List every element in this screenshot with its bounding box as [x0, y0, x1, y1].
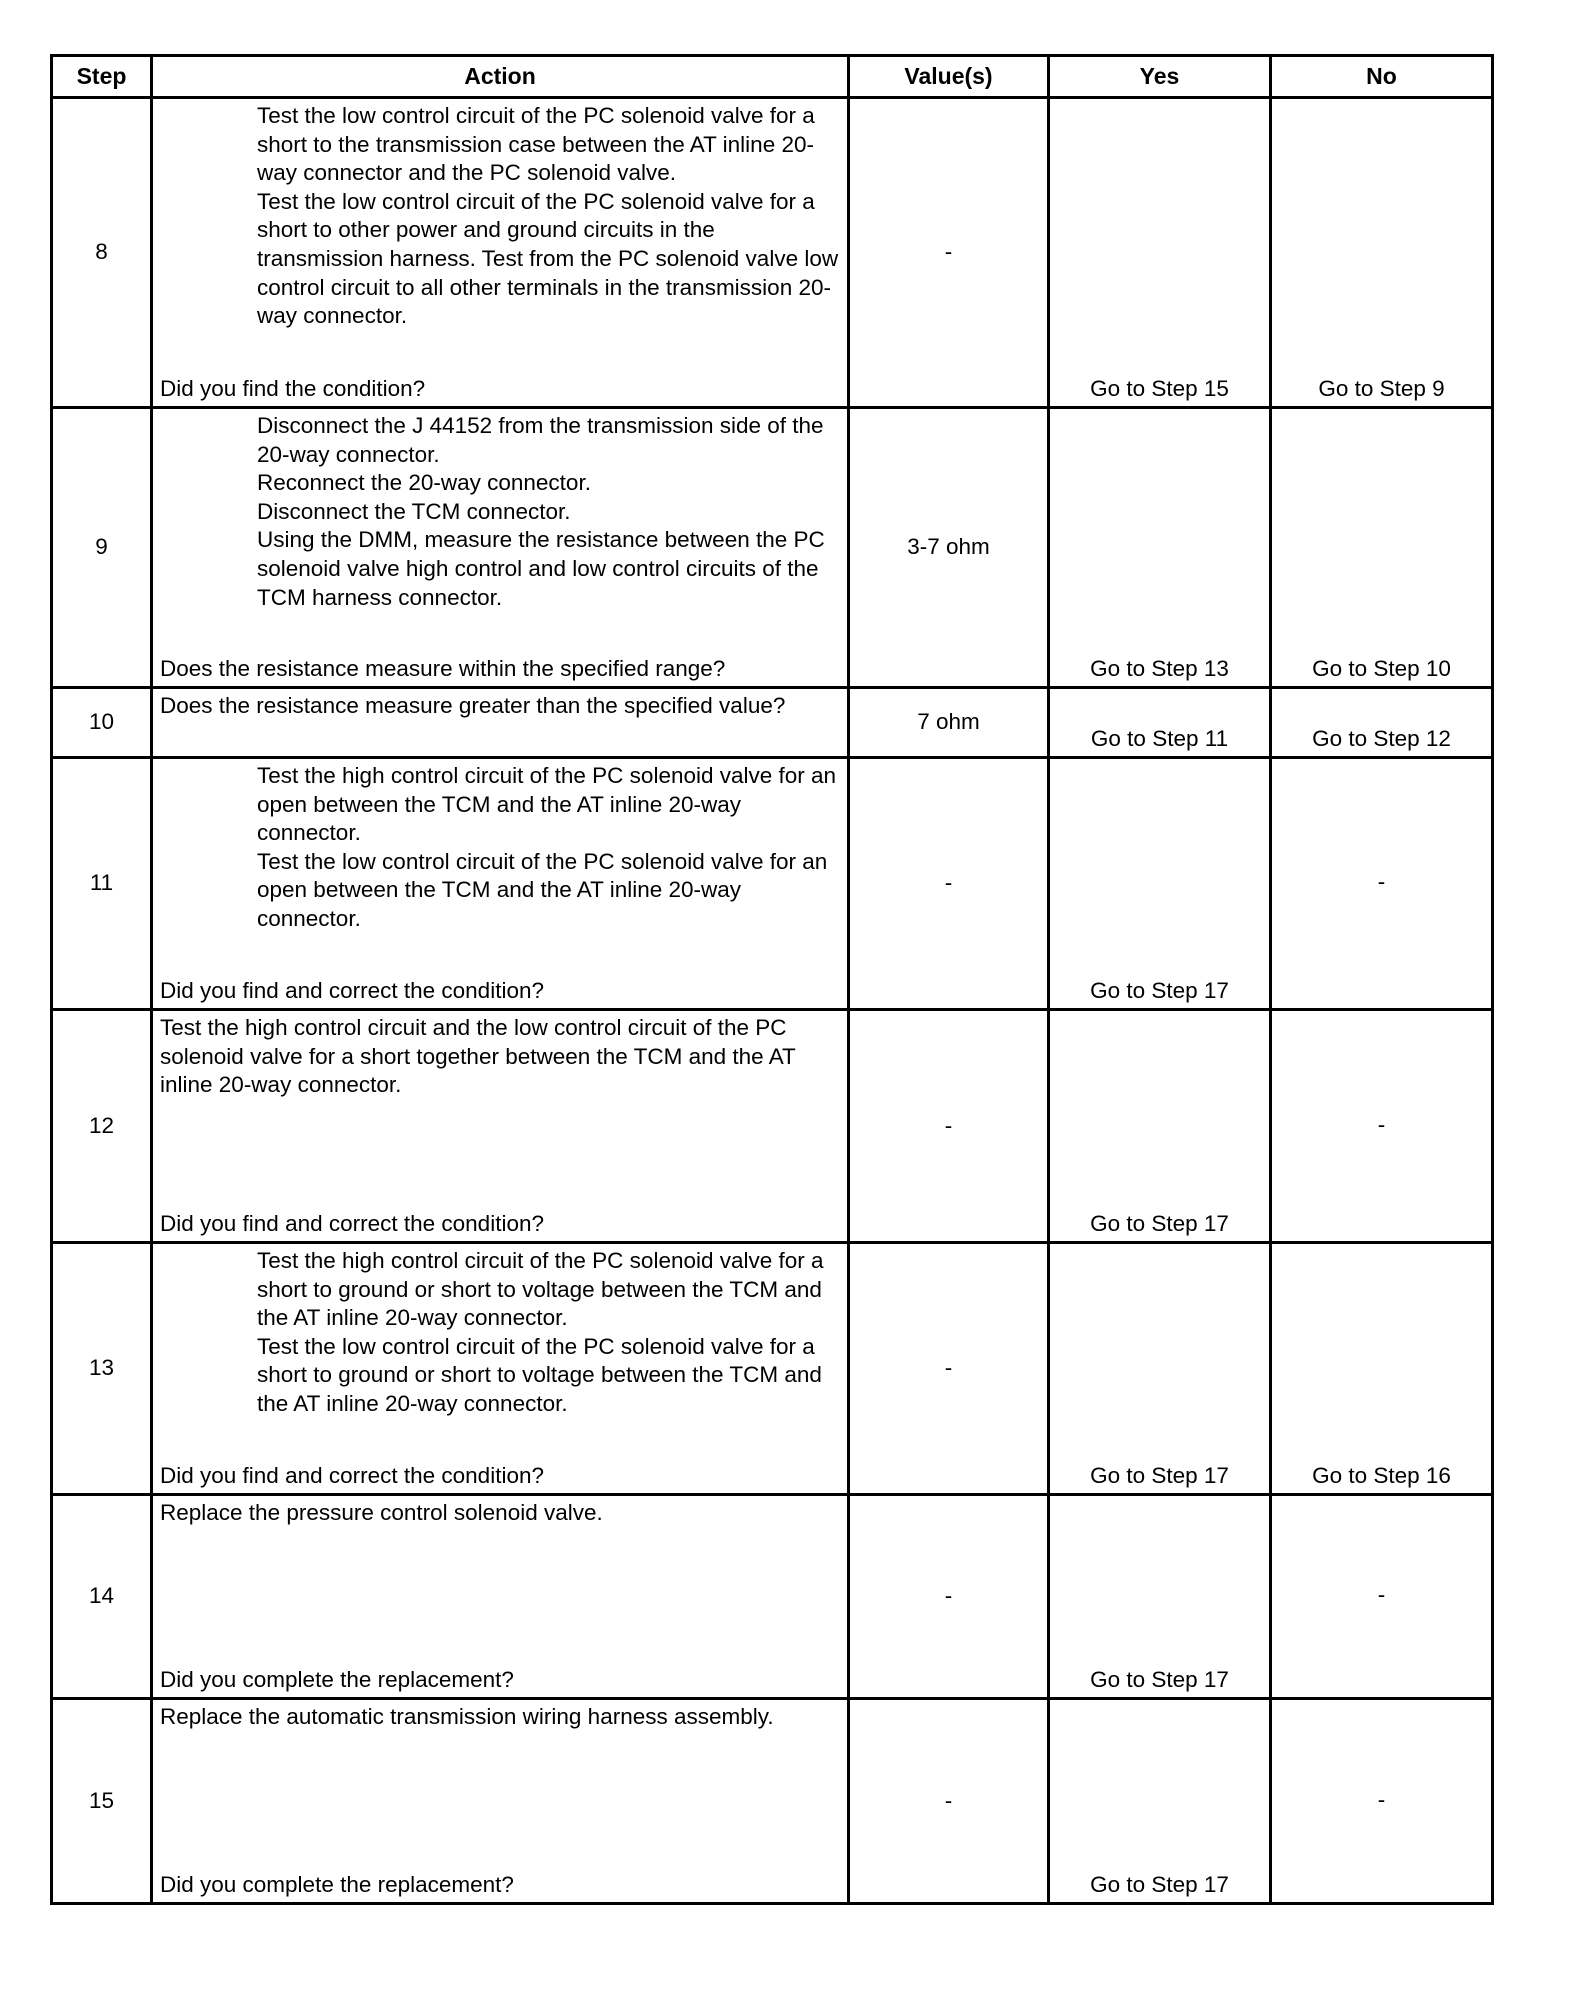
table-row: [52, 1495, 1493, 1699]
value-cell: 3-7 ohm: [849, 408, 1049, 688]
step-number: 11: [52, 758, 152, 1010]
header-yes: Yes: [1049, 56, 1271, 98]
action-steps: [153, 759, 847, 934]
action-line: Test the high control circuit of the PC solenoid valve for an open between the TCM and the AT inline 20-way connector.: [257, 763, 837, 846]
value-cell: -: [849, 1699, 1049, 1904]
action-line: Disconnect the J 44152 from the transmission side of the 20-way connector.: [257, 413, 824, 467]
header-no: No: [1271, 56, 1493, 98]
step-number: 9: [52, 408, 152, 688]
table-row: [52, 98, 1493, 408]
action-question: Did you complete the replacement?: [160, 1872, 514, 1898]
table-row: [52, 408, 1493, 688]
action-question: Does the resistance measure within the specified range?: [160, 656, 726, 682]
value-cell: -: [849, 758, 1049, 1010]
step-number: 14: [52, 1495, 152, 1699]
action-cell: [152, 98, 849, 408]
yes-cell: Go to Step 17: [1049, 1243, 1271, 1495]
action-cell: [152, 688, 849, 758]
step-number: 15: [52, 1699, 152, 1904]
diagnostic-table: [50, 54, 1494, 1905]
action-cell: [152, 1010, 849, 1243]
action-line: Using the DMM, measure the resistance between the PC solenoid valve high control and low control circuits of the TCM harness connector.: [257, 527, 825, 610]
action-cell: [152, 1243, 849, 1495]
action-text: Test the high control circuit and the low control circuit of the PC solenoid valve for a short together between the TCM and the AT inline 20-way connector.: [160, 1015, 796, 1098]
yes-cell: Go to Step 17: [1049, 758, 1271, 1010]
header-row: [52, 56, 1493, 98]
yes-cell: Go to Step 13: [1049, 408, 1271, 688]
no-cell: Go to Step 10: [1271, 408, 1493, 688]
action-cell: [152, 1699, 849, 1904]
step-number: 10: [52, 688, 152, 758]
yes-cell: Go to Step 15: [1049, 98, 1271, 408]
action-text: Does the resistance measure greater than the specified value?: [160, 693, 786, 718]
action-line: Reconnect the 20-way connector.: [257, 470, 591, 496]
value-cell: 7 ohm: [849, 688, 1049, 758]
action-line: Test the low control circuit of the PC solenoid valve for a short to the transmission case between the AT inline 20-way connector and the PC solenoid valve.: [257, 103, 815, 186]
header-values: Value(s): [849, 56, 1049, 98]
action-line: Disconnect the TCM connector.: [257, 498, 571, 524]
header-step: Step: [52, 56, 152, 98]
table-row: [52, 1699, 1493, 1904]
no-cell: -: [1271, 1495, 1493, 1699]
table-row: [52, 758, 1493, 1010]
no-cell: -: [1271, 1699, 1493, 1904]
no-cell: -: [1271, 758, 1493, 1010]
step-number: 12: [52, 1010, 152, 1243]
action-steps: [153, 409, 847, 612]
yes-cell: Go to Step 11: [1049, 688, 1271, 758]
action-line: Test the high control circuit of the PC solenoid valve for a short to ground or short to voltage between the TCM and the AT inline 20-way connector.: [257, 1248, 824, 1331]
value-cell: -: [849, 1010, 1049, 1243]
step-number: 13: [52, 1243, 152, 1495]
table-row: [52, 1243, 1493, 1495]
action-line: Test the low control circuit of the PC solenoid valve for a short to other power and ground circuits in the transmission harness. Test from the PC solenoid valve low control circuit to all other terminals in the transmission 20-way connector.: [257, 188, 839, 329]
action-question: Did you find and correct the condition?: [160, 1211, 544, 1237]
yes-cell: Go to Step 17: [1049, 1699, 1271, 1904]
yes-cell: Go to Step 17: [1049, 1495, 1271, 1699]
action-cell: [152, 758, 849, 1010]
yes-cell: Go to Step 17: [1049, 1010, 1271, 1243]
no-cell: Go to Step 12: [1271, 688, 1493, 758]
no-cell: Go to Step 9: [1271, 98, 1493, 408]
action-line: Test the low control circuit of the PC solenoid valve for an open between the TCM and the AT inline 20-way connector.: [257, 848, 828, 931]
action-text: Replace the pressure control solenoid valve.: [160, 1500, 603, 1525]
step-number: 8: [52, 98, 152, 408]
value-cell: -: [849, 1243, 1049, 1495]
no-cell: Go to Step 16: [1271, 1243, 1493, 1495]
header-action: Action: [152, 56, 849, 98]
action-question: Did you complete the replacement?: [160, 1667, 514, 1693]
table-row: [52, 1010, 1493, 1243]
action-text: Replace the automatic transmission wiring harness assembly.: [160, 1704, 774, 1729]
action-question: Did you find the condition?: [160, 376, 426, 402]
action-cell: [152, 408, 849, 688]
action-cell: [152, 1495, 849, 1699]
no-cell: -: [1271, 1010, 1493, 1243]
action-steps: [153, 99, 847, 331]
value-cell: -: [849, 1495, 1049, 1699]
action-steps: [153, 1244, 847, 1419]
action-line: Test the low control circuit of the PC solenoid valve for a short to ground or short to voltage between the TCM and the AT inline 20-way connector.: [257, 1333, 822, 1416]
table-row: [52, 688, 1493, 758]
action-question: Did you find and correct the condition?: [160, 978, 544, 1004]
action-question: Did you find and correct the condition?: [160, 1463, 544, 1489]
value-cell: -: [849, 98, 1049, 408]
